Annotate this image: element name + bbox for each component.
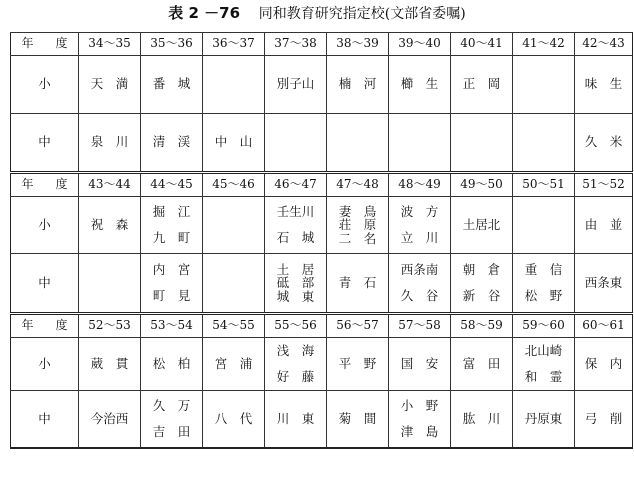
year-range-cell bbox=[141, 173, 203, 197]
school-name: 楠 河 bbox=[338, 76, 377, 92]
school-cell bbox=[79, 114, 141, 173]
year-range-cell bbox=[513, 314, 575, 338]
school-cell bbox=[451, 56, 513, 114]
school-name: 西条南 bbox=[400, 261, 439, 277]
elementary-label-text: 小 bbox=[38, 76, 51, 92]
year-label-char: 度 bbox=[55, 36, 68, 51]
year-range-cell bbox=[327, 314, 389, 338]
school-name: 重 信 bbox=[524, 261, 563, 277]
school-name: 清 渓 bbox=[152, 134, 191, 150]
school-cell bbox=[575, 391, 633, 449]
year-range-cell bbox=[389, 33, 451, 56]
year-range-cell bbox=[79, 173, 141, 197]
school-cell bbox=[203, 338, 265, 391]
year-range-cell bbox=[141, 33, 203, 56]
school-name: 中 山 bbox=[214, 134, 253, 150]
year-range-cell bbox=[203, 33, 265, 56]
elementary-row-label bbox=[11, 338, 79, 391]
school-name: 波 方 bbox=[400, 203, 439, 219]
school-name: 二 名 bbox=[338, 230, 377, 246]
school-cell bbox=[389, 254, 451, 314]
school-name: 番 城 bbox=[152, 76, 191, 92]
school-cell bbox=[265, 56, 327, 114]
year-range-cell bbox=[575, 33, 633, 56]
year-range: 35～36 bbox=[150, 36, 193, 51]
school-name: 丹原東 bbox=[524, 410, 563, 426]
school-name: 味 生 bbox=[584, 76, 623, 92]
school-cell bbox=[141, 56, 203, 114]
school-cell bbox=[265, 197, 327, 254]
school-cell bbox=[79, 391, 141, 449]
school-name: 町 見 bbox=[152, 288, 191, 303]
school-cell bbox=[389, 338, 451, 391]
school-cell bbox=[327, 338, 389, 391]
year-label bbox=[11, 33, 79, 56]
school-name: 平 野 bbox=[338, 355, 377, 371]
school-cell bbox=[203, 391, 265, 449]
school-cell bbox=[141, 114, 203, 173]
year-range-cell bbox=[575, 314, 633, 338]
school-cell bbox=[389, 391, 451, 449]
year-range: 46～47 bbox=[274, 177, 317, 192]
school-name: 九 町 bbox=[152, 230, 191, 245]
year-range-cell bbox=[265, 33, 327, 56]
school-name: 砥 部 bbox=[276, 275, 315, 291]
school-cell bbox=[513, 391, 575, 449]
year-range: 49～50 bbox=[460, 177, 503, 192]
year-range-cell bbox=[79, 33, 141, 56]
middle-row-label bbox=[11, 114, 79, 173]
school-cell bbox=[327, 197, 389, 254]
school-cell bbox=[265, 338, 327, 391]
school-cell bbox=[513, 197, 575, 254]
year-range-cell bbox=[327, 33, 389, 56]
year-range: 42～43 bbox=[582, 36, 625, 51]
school-name: 掘 江 bbox=[152, 203, 191, 219]
year-header-row bbox=[11, 33, 633, 56]
year-range: 58～59 bbox=[460, 318, 503, 333]
year-range-cell bbox=[203, 314, 265, 338]
school-cell bbox=[389, 56, 451, 114]
year-range: 52～53 bbox=[88, 318, 131, 333]
school-cell bbox=[327, 254, 389, 314]
school-cell bbox=[141, 197, 203, 254]
school-cell bbox=[327, 114, 389, 173]
elementary-label-text: 小 bbox=[38, 355, 51, 371]
school-cell bbox=[141, 254, 203, 314]
year-range: 41～42 bbox=[522, 36, 565, 51]
year-range-cell bbox=[203, 173, 265, 197]
table-title bbox=[0, 2, 634, 24]
elementary-school-row bbox=[11, 338, 633, 391]
year-range: 55～56 bbox=[274, 318, 317, 333]
year-range: 54～55 bbox=[212, 318, 255, 333]
school-cell bbox=[451, 114, 513, 173]
year-range: 45～46 bbox=[212, 177, 255, 192]
year-range-cell bbox=[389, 314, 451, 338]
school-name: 八 代 bbox=[214, 410, 253, 426]
school-cell bbox=[575, 56, 633, 114]
school-name: 保 内 bbox=[584, 355, 623, 371]
school-name: 菊 間 bbox=[338, 410, 377, 426]
school-name: 西条東 bbox=[584, 274, 623, 290]
elementary-row-label bbox=[11, 56, 79, 114]
school-name: 小 野 bbox=[400, 397, 439, 413]
year-range-cell bbox=[79, 314, 141, 338]
year-range: 43～44 bbox=[88, 177, 131, 192]
school-name: 津 島 bbox=[400, 424, 439, 439]
school-name: 国 安 bbox=[400, 355, 439, 371]
designated-schools-table bbox=[10, 32, 633, 449]
school-name: 久 万 bbox=[152, 397, 191, 413]
school-cell bbox=[451, 338, 513, 391]
school-name: 青 石 bbox=[338, 274, 377, 290]
year-header-row bbox=[11, 173, 633, 197]
school-cell bbox=[265, 254, 327, 314]
year-range-cell bbox=[265, 314, 327, 338]
school-name: 妻 鳥 bbox=[338, 204, 377, 220]
year-range-cell bbox=[141, 314, 203, 338]
school-cell bbox=[451, 391, 513, 449]
year-range: 60～61 bbox=[582, 318, 625, 333]
school-name: 吉 田 bbox=[152, 424, 191, 439]
school-name: 富 田 bbox=[462, 355, 501, 371]
year-label-char: 年 bbox=[21, 36, 34, 51]
school-name: 別子山 bbox=[276, 76, 315, 92]
school-name: 久 谷 bbox=[400, 288, 439, 303]
school-name: 櫛 生 bbox=[400, 76, 439, 92]
school-name: 石 城 bbox=[276, 230, 315, 245]
school-name: 新 谷 bbox=[462, 288, 501, 303]
year-range: 51～52 bbox=[582, 177, 625, 192]
year-label bbox=[11, 314, 79, 338]
school-name: 正 岡 bbox=[462, 76, 501, 92]
school-name: 松 野 bbox=[524, 288, 563, 303]
school-name: 川 東 bbox=[276, 410, 315, 426]
school-cell bbox=[203, 254, 265, 314]
school-cell bbox=[79, 254, 141, 314]
year-range-cell bbox=[451, 314, 513, 338]
school-name: 由 並 bbox=[584, 216, 623, 232]
middle-label-text: 中 bbox=[38, 274, 51, 290]
year-range: 47～48 bbox=[336, 177, 379, 192]
school-name: 荘 原 bbox=[338, 217, 377, 233]
year-range: 38～39 bbox=[336, 36, 379, 51]
school-cell bbox=[203, 197, 265, 254]
school-cell bbox=[575, 254, 633, 314]
year-range-cell bbox=[265, 173, 327, 197]
year-range: 40～41 bbox=[460, 36, 503, 51]
year-range: 53～54 bbox=[150, 318, 193, 333]
year-range: 59～60 bbox=[522, 318, 565, 333]
school-cell bbox=[389, 114, 451, 173]
school-cell bbox=[327, 391, 389, 449]
middle-row-label bbox=[11, 254, 79, 314]
school-name: 泉 川 bbox=[90, 134, 129, 150]
year-range: 39～40 bbox=[398, 36, 441, 51]
school-cell bbox=[79, 197, 141, 254]
school-cell bbox=[513, 338, 575, 391]
school-cell bbox=[575, 197, 633, 254]
school-name: 和 霊 bbox=[524, 369, 563, 384]
year-range-cell bbox=[513, 173, 575, 197]
table-caption: 同和教育研究指定校(文部省委嘱) bbox=[258, 6, 466, 22]
middle-row-label bbox=[11, 391, 79, 449]
school-cell bbox=[513, 114, 575, 173]
school-name: 好 藤 bbox=[276, 369, 315, 384]
year-range-cell bbox=[513, 33, 575, 56]
school-name: 弓 削 bbox=[584, 410, 623, 426]
middle-school-row bbox=[11, 391, 633, 449]
school-cell bbox=[79, 56, 141, 114]
school-cell bbox=[141, 338, 203, 391]
school-cell bbox=[79, 338, 141, 391]
school-name: 浅 海 bbox=[276, 342, 315, 358]
year-range: 36～37 bbox=[212, 36, 255, 51]
elementary-school-row bbox=[11, 197, 633, 254]
school-cell bbox=[265, 114, 327, 173]
school-name: 朝 倉 bbox=[462, 261, 501, 277]
school-name: 立 川 bbox=[400, 230, 439, 245]
table-number: 表 2 －76 bbox=[168, 4, 241, 22]
school-name: 土居北 bbox=[462, 216, 501, 232]
school-cell bbox=[513, 254, 575, 314]
year-range: 44～45 bbox=[150, 177, 193, 192]
middle-school-row bbox=[11, 114, 633, 173]
year-range: 56～57 bbox=[336, 318, 379, 333]
year-range-cell bbox=[451, 33, 513, 56]
school-cell bbox=[451, 197, 513, 254]
school-cell bbox=[389, 197, 451, 254]
school-name: 内 宮 bbox=[152, 261, 191, 277]
school-cell bbox=[513, 56, 575, 114]
school-cell bbox=[327, 56, 389, 114]
middle-label-text: 中 bbox=[38, 410, 51, 426]
school-cell bbox=[141, 391, 203, 449]
year-range: 50～51 bbox=[522, 177, 565, 192]
year-range-cell bbox=[327, 173, 389, 197]
school-name: 壬生川 bbox=[276, 203, 315, 219]
school-cell bbox=[575, 338, 633, 391]
year-label bbox=[11, 173, 79, 197]
school-cell bbox=[203, 56, 265, 114]
school-cell bbox=[203, 114, 265, 173]
year-header-row bbox=[11, 314, 633, 338]
year-label-char: 度 bbox=[55, 318, 68, 333]
year-range: 57～58 bbox=[398, 318, 441, 333]
elementary-label-text: 小 bbox=[38, 216, 51, 232]
school-name: 宮 浦 bbox=[214, 355, 253, 371]
school-name: 肱 川 bbox=[462, 410, 501, 426]
school-cell bbox=[265, 391, 327, 449]
school-name: 祝 森 bbox=[90, 216, 129, 232]
school-name: 久 米 bbox=[584, 134, 623, 150]
school-name: 城 東 bbox=[276, 288, 315, 304]
year-label-char: 年 bbox=[21, 177, 34, 192]
middle-school-row bbox=[11, 254, 633, 314]
year-range: 34～35 bbox=[88, 36, 131, 51]
year-range-cell bbox=[575, 173, 633, 197]
school-name: 松 柏 bbox=[152, 355, 191, 371]
year-range: 37～38 bbox=[274, 36, 317, 51]
school-name: 葳 貫 bbox=[90, 355, 129, 371]
year-range: 48～49 bbox=[398, 177, 441, 192]
elementary-school-row bbox=[11, 56, 633, 114]
school-name: 今治西 bbox=[90, 410, 129, 426]
year-range-cell bbox=[389, 173, 451, 197]
year-label-char: 年 bbox=[21, 318, 34, 333]
school-name: 北山崎 bbox=[524, 342, 563, 358]
middle-label-text: 中 bbox=[38, 134, 51, 150]
school-name: 天 満 bbox=[90, 76, 129, 92]
school-cell bbox=[451, 254, 513, 314]
school-name: 土 居 bbox=[276, 262, 315, 278]
elementary-row-label bbox=[11, 197, 79, 254]
year-label-char: 度 bbox=[55, 177, 68, 192]
school-cell bbox=[575, 114, 633, 173]
year-range-cell bbox=[451, 173, 513, 197]
